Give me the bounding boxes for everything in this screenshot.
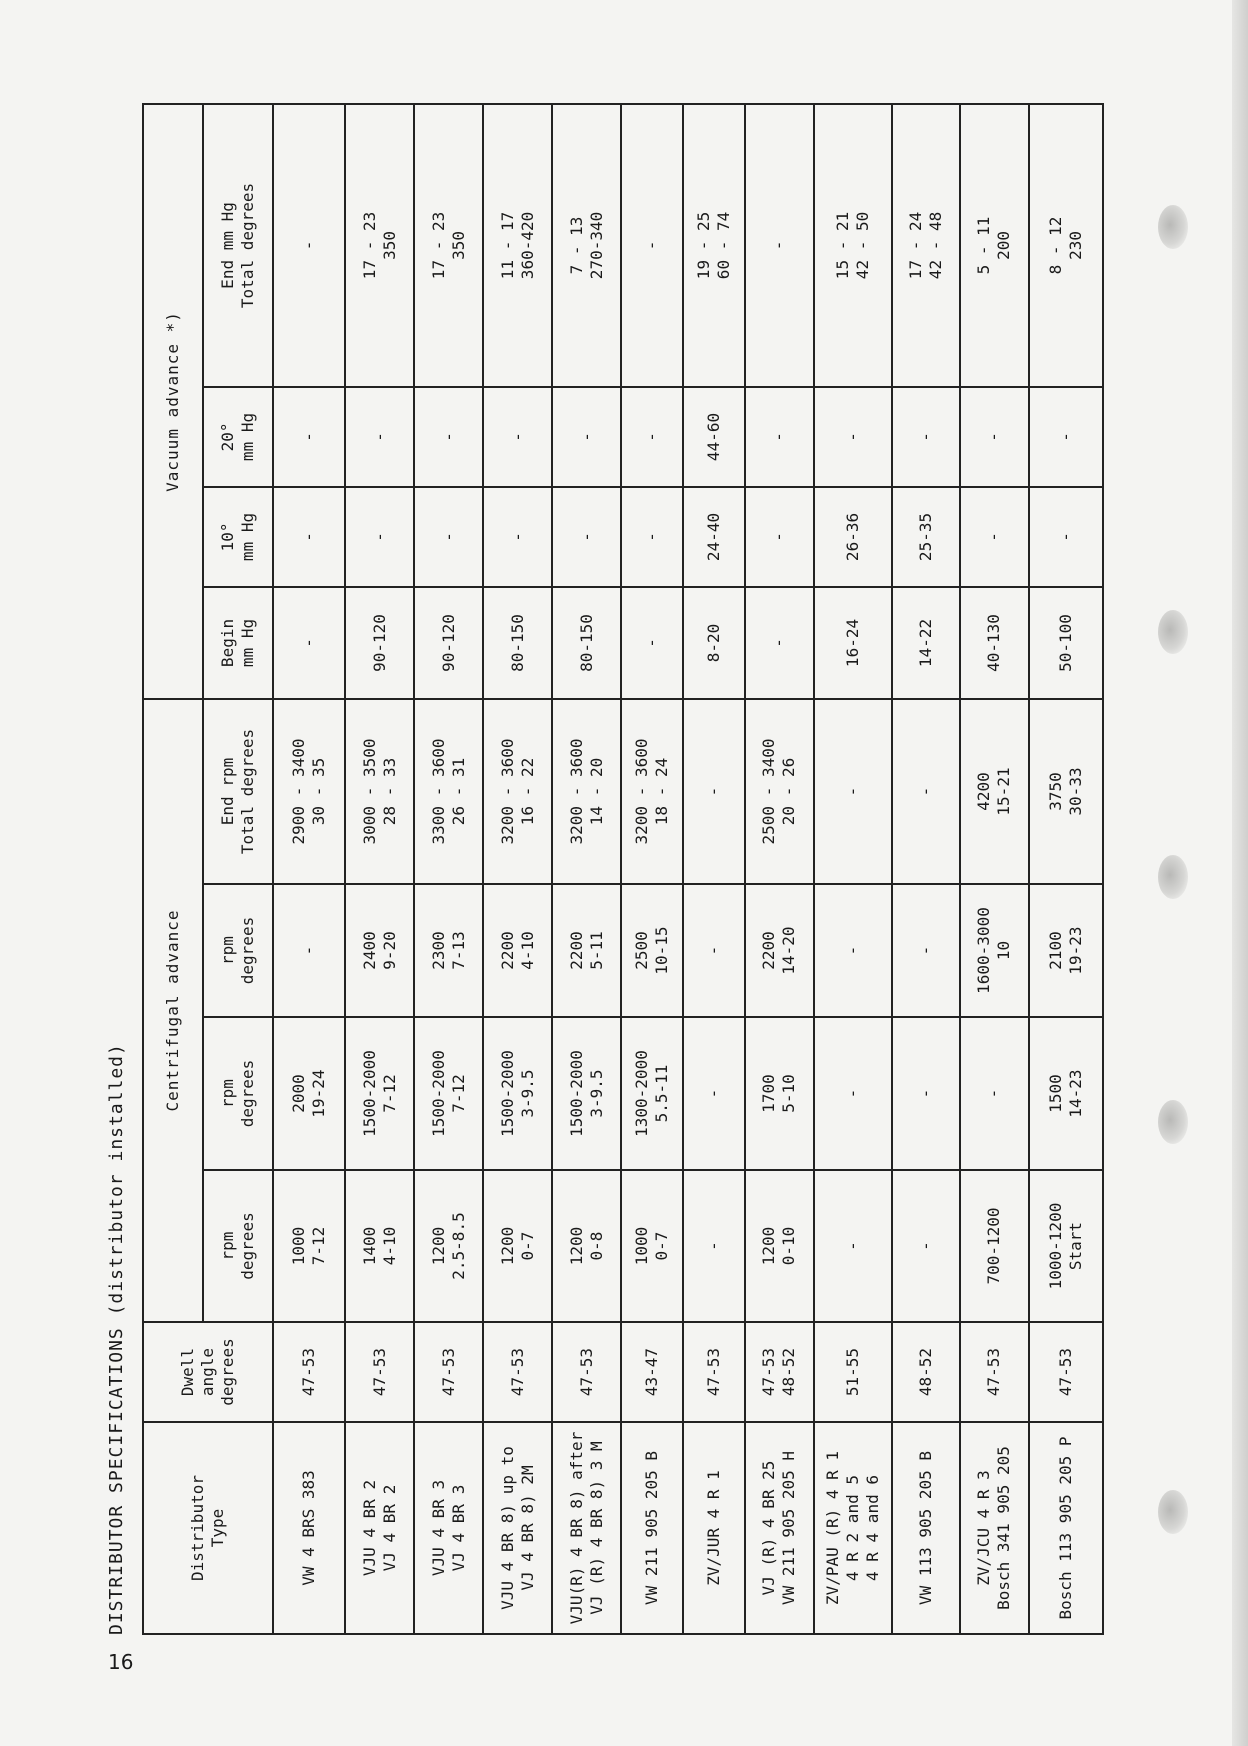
cell-vacuum-end: 8 - 12 230 (1029, 104, 1103, 387)
cell-vacuum-begin: - (621, 587, 683, 699)
header-vacuum-advance: Vacuum advance *) (143, 104, 203, 699)
table-row (960, 104, 1029, 1634)
cell-centrifugal-rpm-1: 1200 2.5-8.5 (414, 1170, 483, 1322)
cell-distributor-type: VJ (R) 4 BR 25 VW 211 905 205 H (745, 1422, 814, 1634)
cell-centrifugal-rpm-2: - (960, 1017, 1029, 1170)
table-row (683, 104, 745, 1634)
cell-centrifugal-rpm-2: 1500-2000 3-9.5 (552, 1017, 621, 1170)
header-centrifugal-end: End rpm Total degrees (203, 699, 273, 884)
cell-centrifugal-rpm-1: 1200 0-8 (552, 1170, 621, 1322)
cell-distributor-type: VJU 4 BR 3 VJ 4 BR 3 (414, 1422, 483, 1634)
cell-vacuum-10: 24-40 (683, 487, 745, 587)
cell-vacuum-20: - (552, 387, 621, 487)
cell-vacuum-end: - (745, 104, 814, 387)
cell-dwell-angle: 43-47 (621, 1322, 683, 1422)
cell-vacuum-begin: 14-22 (892, 587, 960, 699)
header-dwell-angle: Dwell angle degrees (143, 1322, 273, 1422)
cell-vacuum-20: - (745, 387, 814, 487)
cell-centrifugal-end: 3200 - 3600 14 - 20 (552, 699, 621, 884)
cell-centrifugal-rpm-1: 1200 0-10 (745, 1170, 814, 1322)
cell-vacuum-end: 7 - 13 270-340 (552, 104, 621, 387)
cell-vacuum-20: - (621, 387, 683, 487)
cell-centrifugal-rpm-3: 1600-3000 10 (960, 884, 1029, 1017)
cell-vacuum-10: - (960, 487, 1029, 587)
cell-dwell-angle: 48-52 (892, 1322, 960, 1422)
cell-distributor-type: VW 113 905 205 B (892, 1422, 960, 1634)
cell-vacuum-begin: 80-150 (552, 587, 621, 699)
header-distributor-type: Distributor Type (143, 1422, 273, 1634)
cell-dwell-angle: 51-55 (814, 1322, 892, 1422)
cell-dwell-angle: 47-53 (345, 1322, 414, 1422)
cell-distributor-type: ZV/JCU 4 R 3 Bosch 341 905 205 (960, 1422, 1029, 1634)
cell-vacuum-20: - (414, 387, 483, 487)
cell-centrifugal-rpm-3: 2400 9-20 (345, 884, 414, 1017)
cell-centrifugal-rpm-3: 2300 7-13 (414, 884, 483, 1017)
cell-distributor-type: ZV/PAU (R) 4 R 1 4 R 2 and 5 4 R 4 and 6 (814, 1422, 892, 1634)
cell-vacuum-end: 11 - 17 360-420 (483, 104, 552, 387)
header-vacuum-begin: Begin mm Hg (203, 587, 273, 699)
cell-vacuum-10: 26-36 (814, 487, 892, 587)
header-vacuum-20: 20° mm Hg (203, 387, 273, 487)
cell-vacuum-20: - (960, 387, 1029, 487)
header-centrifugal-rpm-1: rpm degrees (203, 1170, 273, 1322)
cell-distributor-type: ZV/JUR 4 R 1 (683, 1422, 745, 1634)
cell-centrifugal-rpm-1: - (892, 1170, 960, 1322)
cell-centrifugal-rpm-3: - (683, 884, 745, 1017)
cell-distributor-type: VJU 4 BR 2 VJ 4 BR 2 (345, 1422, 414, 1634)
cell-centrifugal-rpm-2: - (814, 1017, 892, 1170)
cell-centrifugal-rpm-1: 700-1200 (960, 1170, 1029, 1322)
cell-vacuum-begin: - (745, 587, 814, 699)
cell-centrifugal-rpm-3: 2200 14-20 (745, 884, 814, 1017)
cell-dwell-angle: 47-53 (683, 1322, 745, 1422)
cell-centrifugal-rpm-1: 1200 0-7 (483, 1170, 552, 1322)
cell-distributor-type: VW 4 BRS 383 (273, 1422, 345, 1634)
cell-vacuum-begin: 16-24 (814, 587, 892, 699)
cell-centrifugal-rpm-2: 1500-2000 7-12 (345, 1017, 414, 1170)
cell-vacuum-10: - (414, 487, 483, 587)
cell-centrifugal-end: - (892, 699, 960, 884)
cell-centrifugal-rpm-3: 2200 4-10 (483, 884, 552, 1017)
cell-vacuum-begin: - (273, 587, 345, 699)
cell-vacuum-20: - (483, 387, 552, 487)
cell-centrifugal-rpm-2: - (683, 1017, 745, 1170)
cell-centrifugal-rpm-1: 1000-1200 Start (1029, 1170, 1103, 1322)
cell-vacuum-begin: 40-130 (960, 587, 1029, 699)
cell-centrifugal-end: 3200 - 3600 16 - 22 (483, 699, 552, 884)
header-centrifugal-advance: Centrifugal advance (143, 699, 203, 1322)
cell-vacuum-end: 17 - 23 350 (345, 104, 414, 387)
cell-dwell-angle: 47-53 (960, 1322, 1029, 1422)
cell-centrifugal-rpm-3: 2100 19-23 (1029, 884, 1103, 1017)
cell-distributor-type: Bosch 113 905 205 P (1029, 1422, 1103, 1634)
punch-hole (1158, 1490, 1188, 1534)
cell-vacuum-end: 5 - 11 200 (960, 104, 1029, 387)
cell-dwell-angle: 47-53 (483, 1322, 552, 1422)
cell-centrifugal-rpm-3: - (892, 884, 960, 1017)
cell-distributor-type: VJU 4 BR 8) up to VJ 4 BR 8) 2M (483, 1422, 552, 1634)
cell-centrifugal-rpm-2: 1700 5-10 (745, 1017, 814, 1170)
cell-vacuum-10: 25-35 (892, 487, 960, 587)
cell-distributor-type: VJU(R) 4 BR 8) after VJ (R) 4 BR 8) 3 M (552, 1422, 621, 1634)
cell-centrifugal-rpm-2: 1300-2000 5.5-11 (621, 1017, 683, 1170)
table-row (745, 104, 814, 1634)
cell-vacuum-10: - (345, 487, 414, 587)
header-vacuum-10: 10° mm Hg (203, 487, 273, 587)
table-row (414, 104, 483, 1634)
cell-centrifugal-rpm-3: - (814, 884, 892, 1017)
cell-vacuum-end: - (621, 104, 683, 387)
cell-centrifugal-end: 3300 - 3600 26 - 31 (414, 699, 483, 884)
cell-vacuum-begin: 90-120 (345, 587, 414, 699)
cell-dwell-angle: 47-53 (273, 1322, 345, 1422)
cell-centrifugal-end: - (814, 699, 892, 884)
cell-centrifugal-rpm-1: 1000 7-12 (273, 1170, 345, 1322)
table-row (273, 104, 345, 1634)
cell-centrifugal-end: 3750 30-33 (1029, 699, 1103, 884)
cell-centrifugal-end: 4200 15-21 (960, 699, 1029, 884)
cell-centrifugal-end: 3000 - 3500 28 - 33 (345, 699, 414, 884)
table-row (621, 104, 683, 1634)
cell-centrifugal-rpm-3: 2200 5-11 (552, 884, 621, 1017)
cell-vacuum-20: - (273, 387, 345, 487)
page-number: 16 (108, 1650, 134, 1674)
punch-hole (1158, 610, 1188, 654)
cell-vacuum-begin: 90-120 (414, 587, 483, 699)
page-edge (1232, 0, 1248, 1746)
cell-vacuum-20: - (1029, 387, 1103, 487)
cell-centrifugal-end: - (683, 699, 745, 884)
cell-vacuum-begin: 8-20 (683, 587, 745, 699)
cell-centrifugal-rpm-2: 1500-2000 7-12 (414, 1017, 483, 1170)
cell-vacuum-10: - (483, 487, 552, 587)
table-row (483, 104, 552, 1634)
cell-vacuum-end: - (273, 104, 345, 387)
header-centrifugal-rpm-3: rpm degrees (203, 884, 273, 1017)
cell-vacuum-10: - (621, 487, 683, 587)
cell-dwell-angle: 47-53 (552, 1322, 621, 1422)
cell-centrifugal-rpm-2: 1500 14-23 (1029, 1017, 1103, 1170)
document-title: DISTRIBUTOR SPECIFICATIONS (distributor installed) (106, 1043, 127, 1635)
table-row (892, 104, 960, 1634)
cell-vacuum-end: 15 - 21 42 - 50 (814, 104, 892, 387)
cell-dwell-angle: 47-53 (1029, 1322, 1103, 1422)
cell-distributor-type: VW 211 905 205 B (621, 1422, 683, 1634)
cell-centrifugal-end: 2500 - 3400 20 - 26 (745, 699, 814, 884)
cell-vacuum-end: 17 - 24 42 - 48 (892, 104, 960, 387)
cell-vacuum-10: - (273, 487, 345, 587)
cell-vacuum-20: - (892, 387, 960, 487)
cell-vacuum-begin: 80-150 (483, 587, 552, 699)
header-centrifugal-rpm-2: rpm degrees (203, 1017, 273, 1170)
cell-vacuum-20: - (814, 387, 892, 487)
cell-vacuum-begin: 50-100 (1029, 587, 1103, 699)
cell-centrifugal-rpm-2: 2000 19-24 (273, 1017, 345, 1170)
table-row (552, 104, 621, 1634)
cell-centrifugal-end: 3200 - 3600 18 - 24 (621, 699, 683, 884)
cell-vacuum-20: - (345, 387, 414, 487)
punch-hole (1158, 1100, 1188, 1144)
cell-centrifugal-rpm-2: - (892, 1017, 960, 1170)
table-row (814, 104, 892, 1634)
cell-vacuum-end: 17 - 23 350 (414, 104, 483, 387)
cell-centrifugal-end: 2900 - 3400 30 - 35 (273, 699, 345, 884)
cell-vacuum-end: 19 - 25 60 - 74 (683, 104, 745, 387)
punch-hole (1158, 205, 1188, 249)
cell-vacuum-10: - (552, 487, 621, 587)
cell-centrifugal-rpm-3: - (273, 884, 345, 1017)
cell-centrifugal-rpm-1: - (683, 1170, 745, 1322)
cell-centrifugal-rpm-2: 1500-2000 3-9.5 (483, 1017, 552, 1170)
table-row (345, 104, 414, 1634)
cell-vacuum-10: - (745, 487, 814, 587)
cell-centrifugal-rpm-1: - (814, 1170, 892, 1322)
cell-dwell-angle: 47-53 48-52 (745, 1322, 814, 1422)
cell-centrifugal-rpm-1: 1000 0-7 (621, 1170, 683, 1322)
header-vacuum-end: End mm Hg Total degrees (203, 104, 273, 387)
distributor-spec-table (142, 103, 1104, 1635)
cell-centrifugal-rpm-1: 1400 4-10 (345, 1170, 414, 1322)
punch-hole (1158, 855, 1188, 899)
cell-centrifugal-rpm-3: 2500 10-15 (621, 884, 683, 1017)
cell-vacuum-20: 44-60 (683, 387, 745, 487)
cell-dwell-angle: 47-53 (414, 1322, 483, 1422)
table-row (1029, 104, 1103, 1634)
rotated-content (100, 100, 1115, 1635)
cell-vacuum-10: - (1029, 487, 1103, 587)
